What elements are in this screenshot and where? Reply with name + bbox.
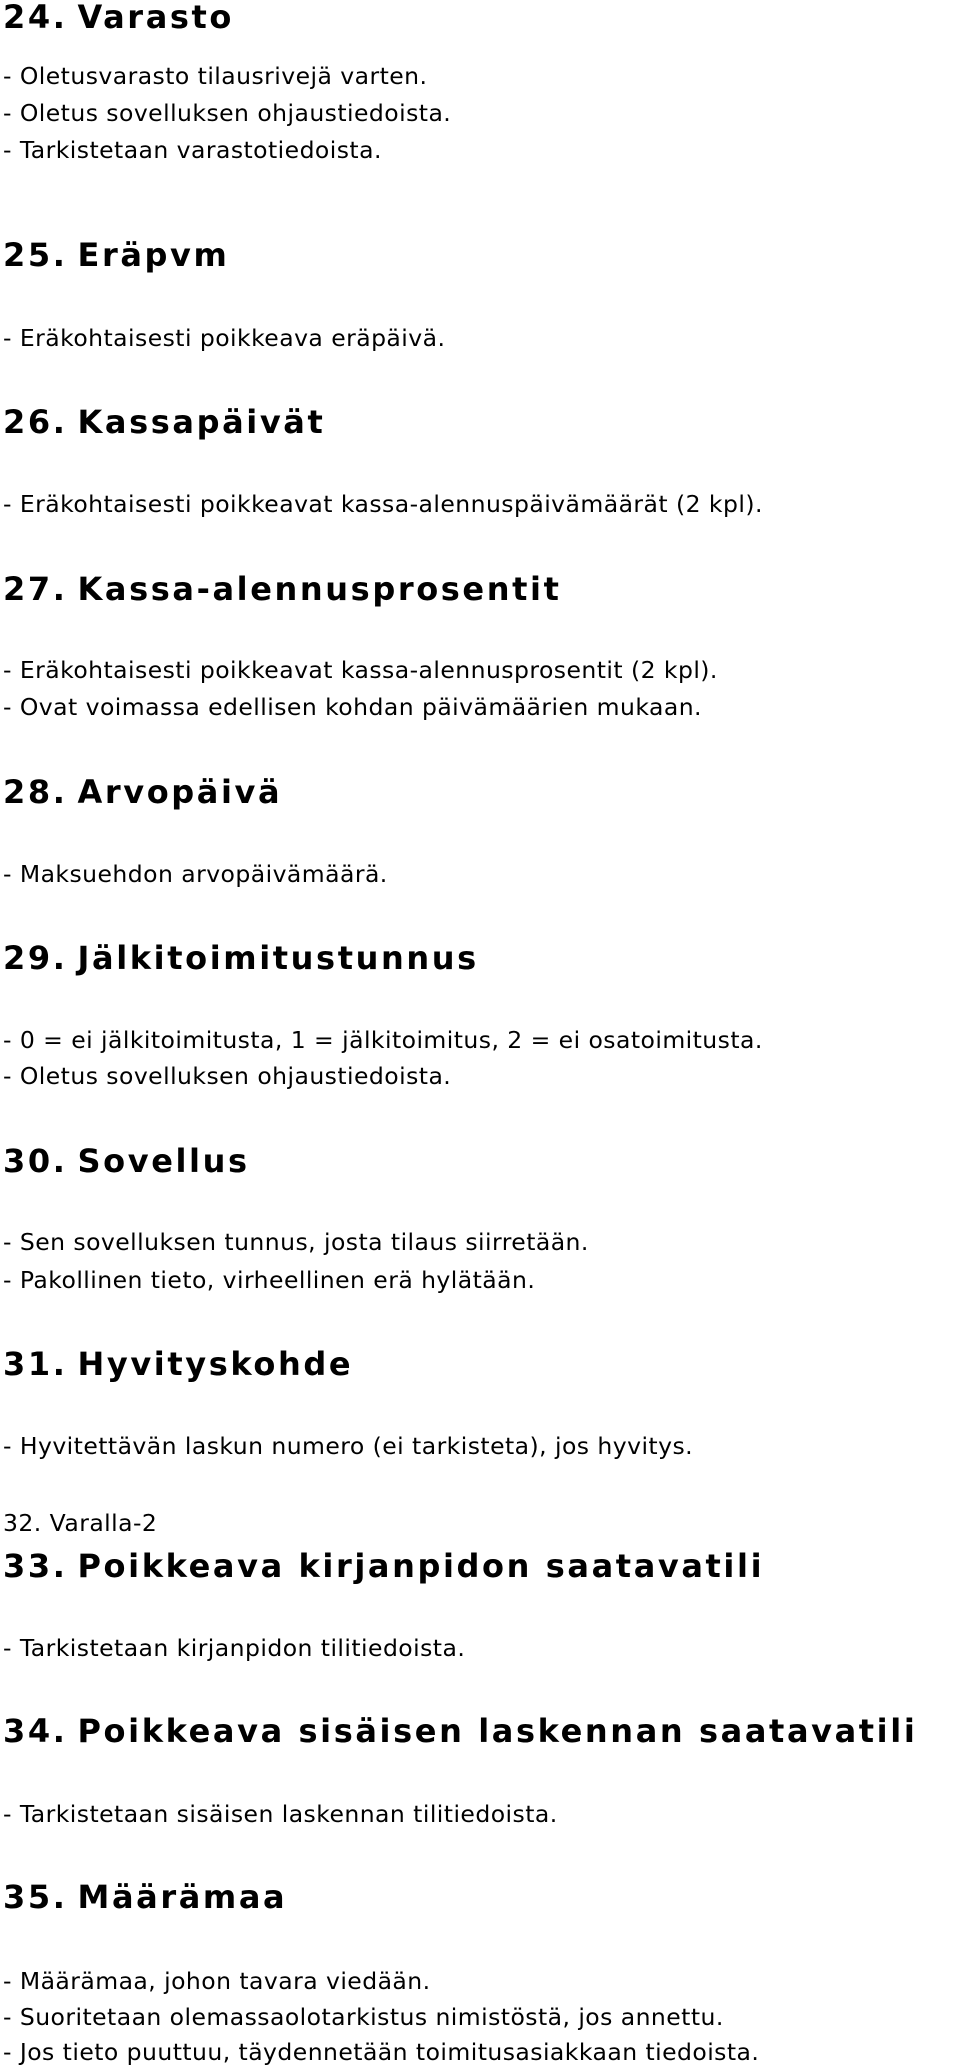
section-number: 25.	[3, 236, 68, 274]
section-28	[3, 772, 282, 812]
section-number: 34.	[3, 1712, 68, 1750]
section-30	[3, 1141, 250, 1181]
list-item: - Tarkistetaan kirjanpidon tilitiedoista.	[3, 1634, 466, 1662]
section-number: 24.	[3, 0, 68, 36]
list-item: - Tarkistetaan sisäisen laskennan tilitiedoista.	[3, 1800, 558, 1828]
section-35	[3, 1877, 287, 1917]
list-item: - Eräkohtaisesti poikkeava eräpäivä.	[3, 324, 446, 352]
list-item: - Hyvitettävän laskun numero (ei tarkisteta), jos hyvitys.	[3, 1432, 694, 1460]
section-title: Varalla-2	[49, 1509, 158, 1537]
section-title: Kassapäivät	[77, 403, 326, 441]
section-32	[3, 1507, 157, 1539]
section-24	[3, 0, 234, 37]
section-number: 35.	[3, 1878, 68, 1916]
list-item: - 0 = ei jälkitoimitusta, 1 = jälkitoimitus, 2 = ei osatoimitusta.	[3, 1026, 763, 1054]
section-33	[3, 1546, 764, 1586]
list-item: - Oletusvarasto tilausrivejä varten.	[3, 62, 428, 90]
section-heading	[3, 1711, 917, 1751]
list-item: - Tarkistetaan varastotiedoista.	[3, 136, 382, 164]
section-title: Arvopäivä	[77, 773, 283, 811]
section-34	[3, 1711, 917, 1751]
section-number: 30.	[3, 1142, 68, 1180]
section-number: 31.	[3, 1345, 68, 1383]
list-item: - Sen sovelluksen tunnus, josta tilaus siirretään.	[3, 1228, 589, 1256]
section-heading	[3, 1344, 353, 1384]
section-number: 32.	[3, 1509, 42, 1537]
section-26	[3, 402, 325, 442]
list-item: - Suoritetaan olemassaolotarkistus nimistöstä, jos annettu.	[3, 2003, 724, 2031]
list-item: - Oletus sovelluksen ohjaustiedoista.	[3, 1062, 452, 1090]
section-heading	[3, 1546, 764, 1586]
list-item: - Ovat voimassa edellisen kohdan päivämäärien mukaan.	[3, 693, 702, 721]
section-title: Varasto	[77, 0, 235, 36]
section-heading	[3, 1877, 287, 1917]
section-number: 28.	[3, 773, 68, 811]
section-title: Kassa-alennusprosentit	[77, 570, 562, 608]
list-item: - Pakollinen tieto, virheellinen erä hylätään.	[3, 1266, 536, 1294]
section-title: Jälkitoimitustunnus	[77, 939, 479, 977]
section-heading	[3, 569, 561, 609]
list-item: - Oletus sovelluksen ohjaustiedoista.	[3, 99, 452, 127]
section-title: Määrämaa	[77, 1878, 288, 1916]
section-number: 29.	[3, 939, 68, 977]
section-title: Eräpvm	[77, 236, 230, 274]
section-heading	[3, 235, 229, 275]
section-heading	[3, 938, 479, 978]
section-title: Poikkeava kirjanpidon saatavatili	[77, 1547, 765, 1585]
section-number: 27.	[3, 570, 68, 608]
list-item: - Eräkohtaisesti poikkeavat kassa-alennuspäivämäärät (2 kpl).	[3, 490, 763, 518]
section-title: Poikkeava sisäisen laskennan saatavatili	[77, 1712, 918, 1750]
list-item: - Jos tieto puuttuu, täydennetään toimitusasiakkaan tiedoista.	[3, 2038, 760, 2066]
section-heading	[3, 772, 282, 812]
section-number: 26.	[3, 403, 68, 441]
list-item: - Maksuehdon arvopäivämäärä.	[3, 860, 388, 888]
section-heading	[3, 402, 325, 442]
section-31	[3, 1344, 353, 1384]
section-title: Sovellus	[77, 1142, 250, 1180]
list-item: - Määrämaa, johon tavara viedään.	[3, 1967, 431, 1995]
section-25	[3, 235, 229, 275]
section-heading	[3, 0, 234, 37]
section-27	[3, 569, 561, 609]
list-item: - Eräkohtaisesti poikkeavat kassa-alennusprosentit (2 kpl).	[3, 656, 718, 684]
section-number: 33.	[3, 1547, 68, 1585]
section-29	[3, 938, 479, 978]
section-title: Hyvityskohde	[77, 1345, 354, 1383]
section-heading	[3, 1141, 250, 1181]
